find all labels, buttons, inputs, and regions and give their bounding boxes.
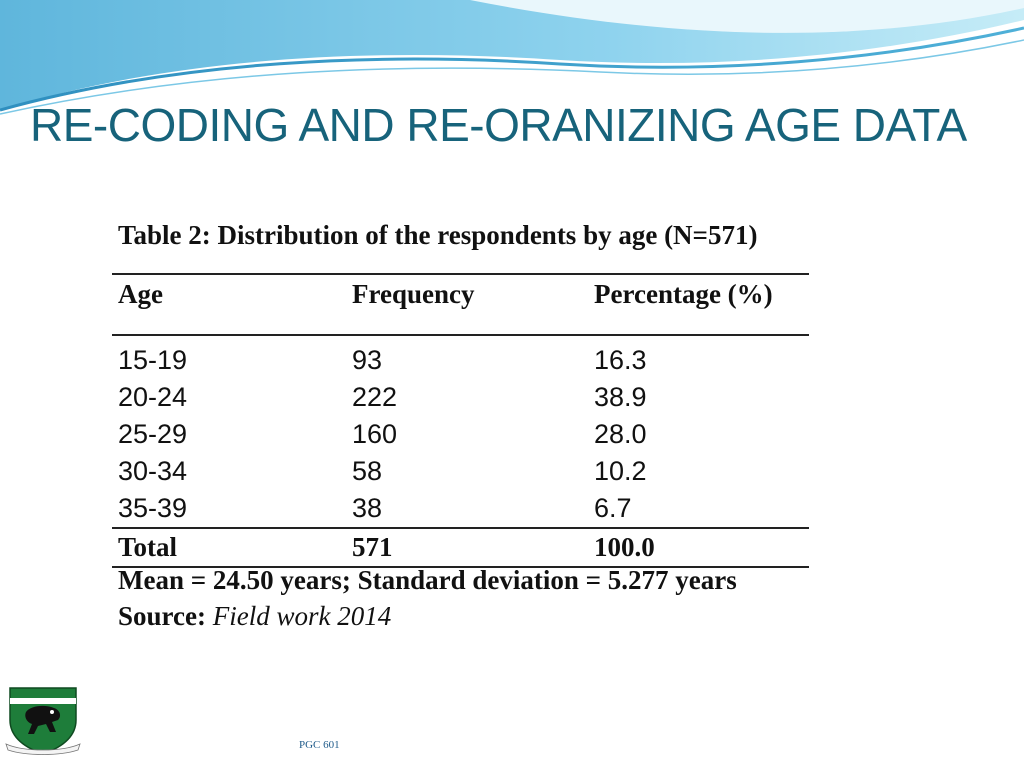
source-value: Field work 2014 xyxy=(212,601,392,631)
summary-text: Mean = 24.50 years; Standard deviation = 5.277 years xyxy=(118,565,737,595)
cell-frequency: 160 xyxy=(352,419,398,449)
cell-age: 15-19 xyxy=(118,345,188,375)
table-caption: Table 2: Distribution of the respondents by age (N=571) xyxy=(118,220,758,250)
table-row xyxy=(112,453,809,490)
cell-frequency: 58 xyxy=(352,456,383,486)
cell-age: 25-29 xyxy=(118,419,188,449)
source-label: Source: xyxy=(118,601,206,631)
table-row xyxy=(112,490,809,528)
cell-percentage: 38.9 xyxy=(594,382,647,412)
cell-frequency: 222 xyxy=(352,382,398,412)
table-total-row xyxy=(112,528,809,567)
cell-frequency: 93 xyxy=(352,345,383,375)
total-frequency: 571 xyxy=(346,528,588,567)
total-label: Total xyxy=(112,528,346,567)
cell-age: 35-39 xyxy=(118,493,188,523)
header-frequency: Frequency xyxy=(346,274,588,335)
cell-percentage: 10.2 xyxy=(594,456,647,486)
table-row xyxy=(112,379,809,416)
table-row xyxy=(112,416,809,453)
footer-course-code: PGC 601 xyxy=(299,739,340,751)
cell-percentage: 6.7 xyxy=(594,493,632,523)
age-distribution-table xyxy=(112,273,809,568)
source-note xyxy=(118,601,391,632)
header-percentage: Percentage (%) xyxy=(588,274,809,335)
total-percentage: 100.0 xyxy=(588,528,809,567)
summary-statistics xyxy=(118,565,737,596)
header-age: Age xyxy=(112,274,346,335)
cell-age: 20-24 xyxy=(118,382,188,412)
university-crest-logo xyxy=(4,686,82,756)
slide-title: RE-CODING AND RE-ORANIZING AGE DATA xyxy=(30,99,967,151)
cell-frequency: 38 xyxy=(352,493,383,523)
table-image-panel xyxy=(112,190,904,685)
table-header-row xyxy=(112,274,809,335)
cell-percentage: 28.0 xyxy=(594,419,647,449)
cell-percentage: 16.3 xyxy=(594,345,647,375)
table-row xyxy=(112,335,809,379)
cell-age: 30-34 xyxy=(118,456,188,486)
